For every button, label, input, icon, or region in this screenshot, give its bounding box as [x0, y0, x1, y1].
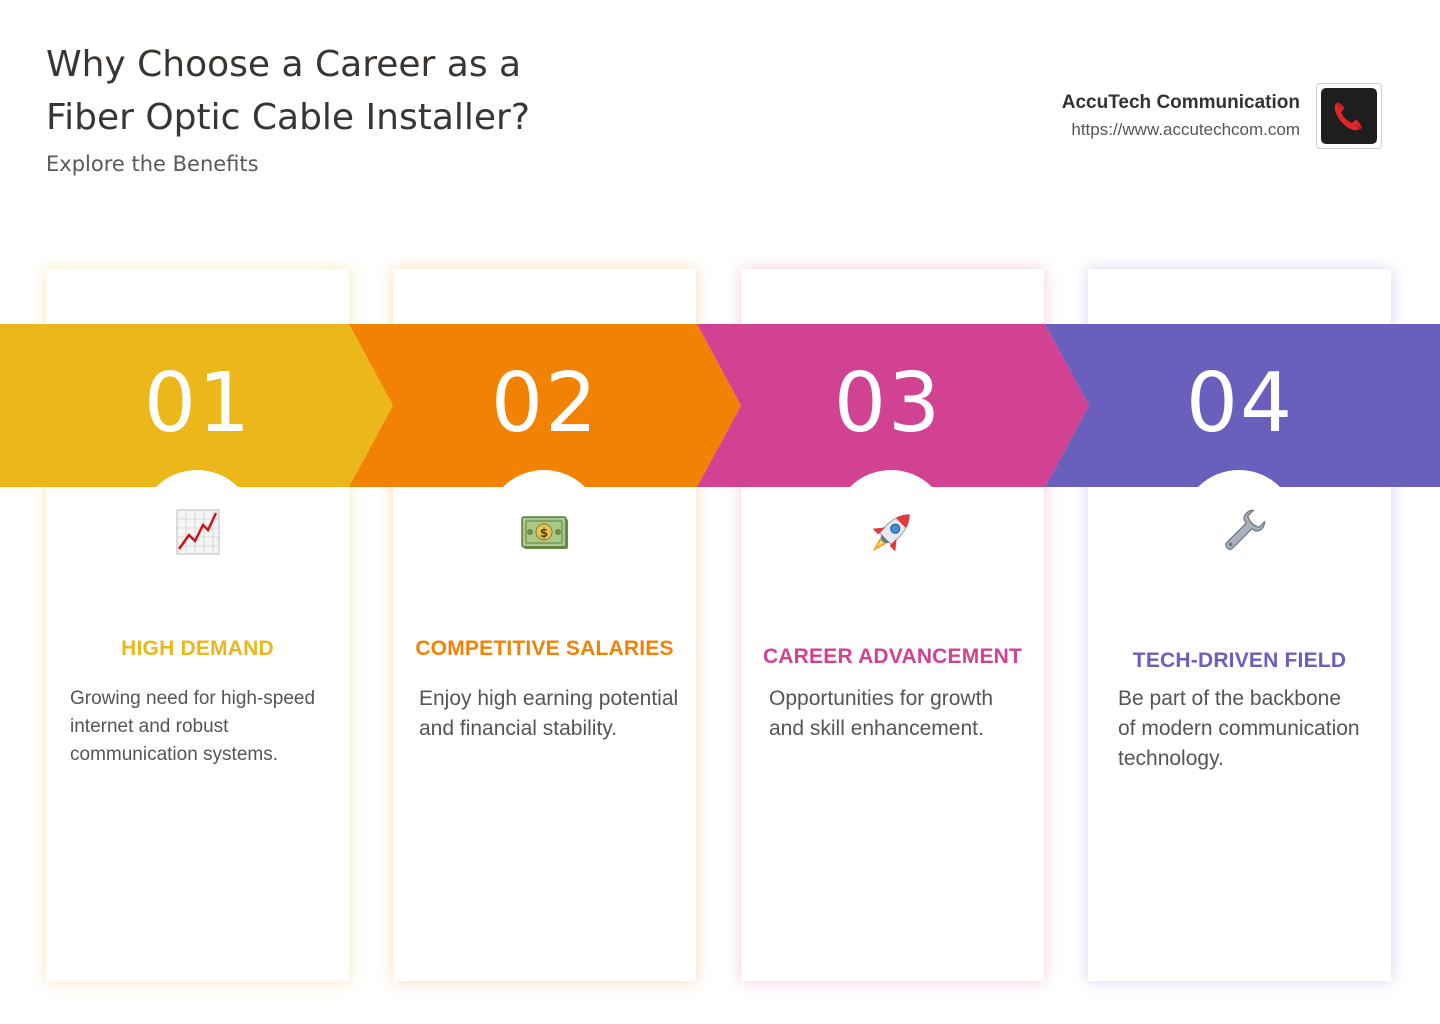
brand-url[interactable]: https://www.accutechcom.com — [1071, 120, 1300, 139]
page-title: Why Choose a Career as a Fiber Optic Cable Installer? — [46, 44, 530, 138]
step-number-3: 03 — [833, 356, 943, 451]
step-number-4: 04 — [1185, 356, 1295, 451]
brand-block — [1062, 90, 1300, 143]
wrench-icon — [1212, 503, 1272, 563]
telephone-receiver-icon — [1321, 88, 1377, 144]
card-title-high-demand: HIGH DEMAND — [121, 637, 274, 660]
svg-text:$: $ — [539, 526, 549, 540]
card-text-competitive-salaries: Enjoy high earning potential and financial stability. — [419, 687, 679, 740]
card-text-tech-driven-field: Be part of the backbone of modern communication technology. — [1118, 687, 1360, 770]
chart-increasing-icon — [167, 503, 227, 563]
dollar-banknote-icon — [515, 503, 575, 563]
brand-logo — [1316, 83, 1382, 149]
card-title-competitive-salaries: COMPETITIVE SALARIES — [415, 637, 674, 660]
card-title-tech-driven-field: TECH-DRIVEN FIELD — [1132, 649, 1347, 672]
card-title-career-advancement: CAREER ADVANCEMENT — [762, 645, 1023, 668]
step-number-2: 02 — [490, 356, 600, 451]
card-text-career-advancement: Opportunities for growth and skill enhancement. — [769, 687, 994, 740]
rocket-icon — [861, 503, 921, 563]
brand-name: AccuTech Communication — [1061, 92, 1300, 113]
step-number-1: 01 — [143, 356, 253, 451]
page-subtitle: Explore the Benefits — [46, 152, 259, 176]
card-text-high-demand: Growing need for high-speed internet and robust communication systems. — [70, 688, 316, 765]
